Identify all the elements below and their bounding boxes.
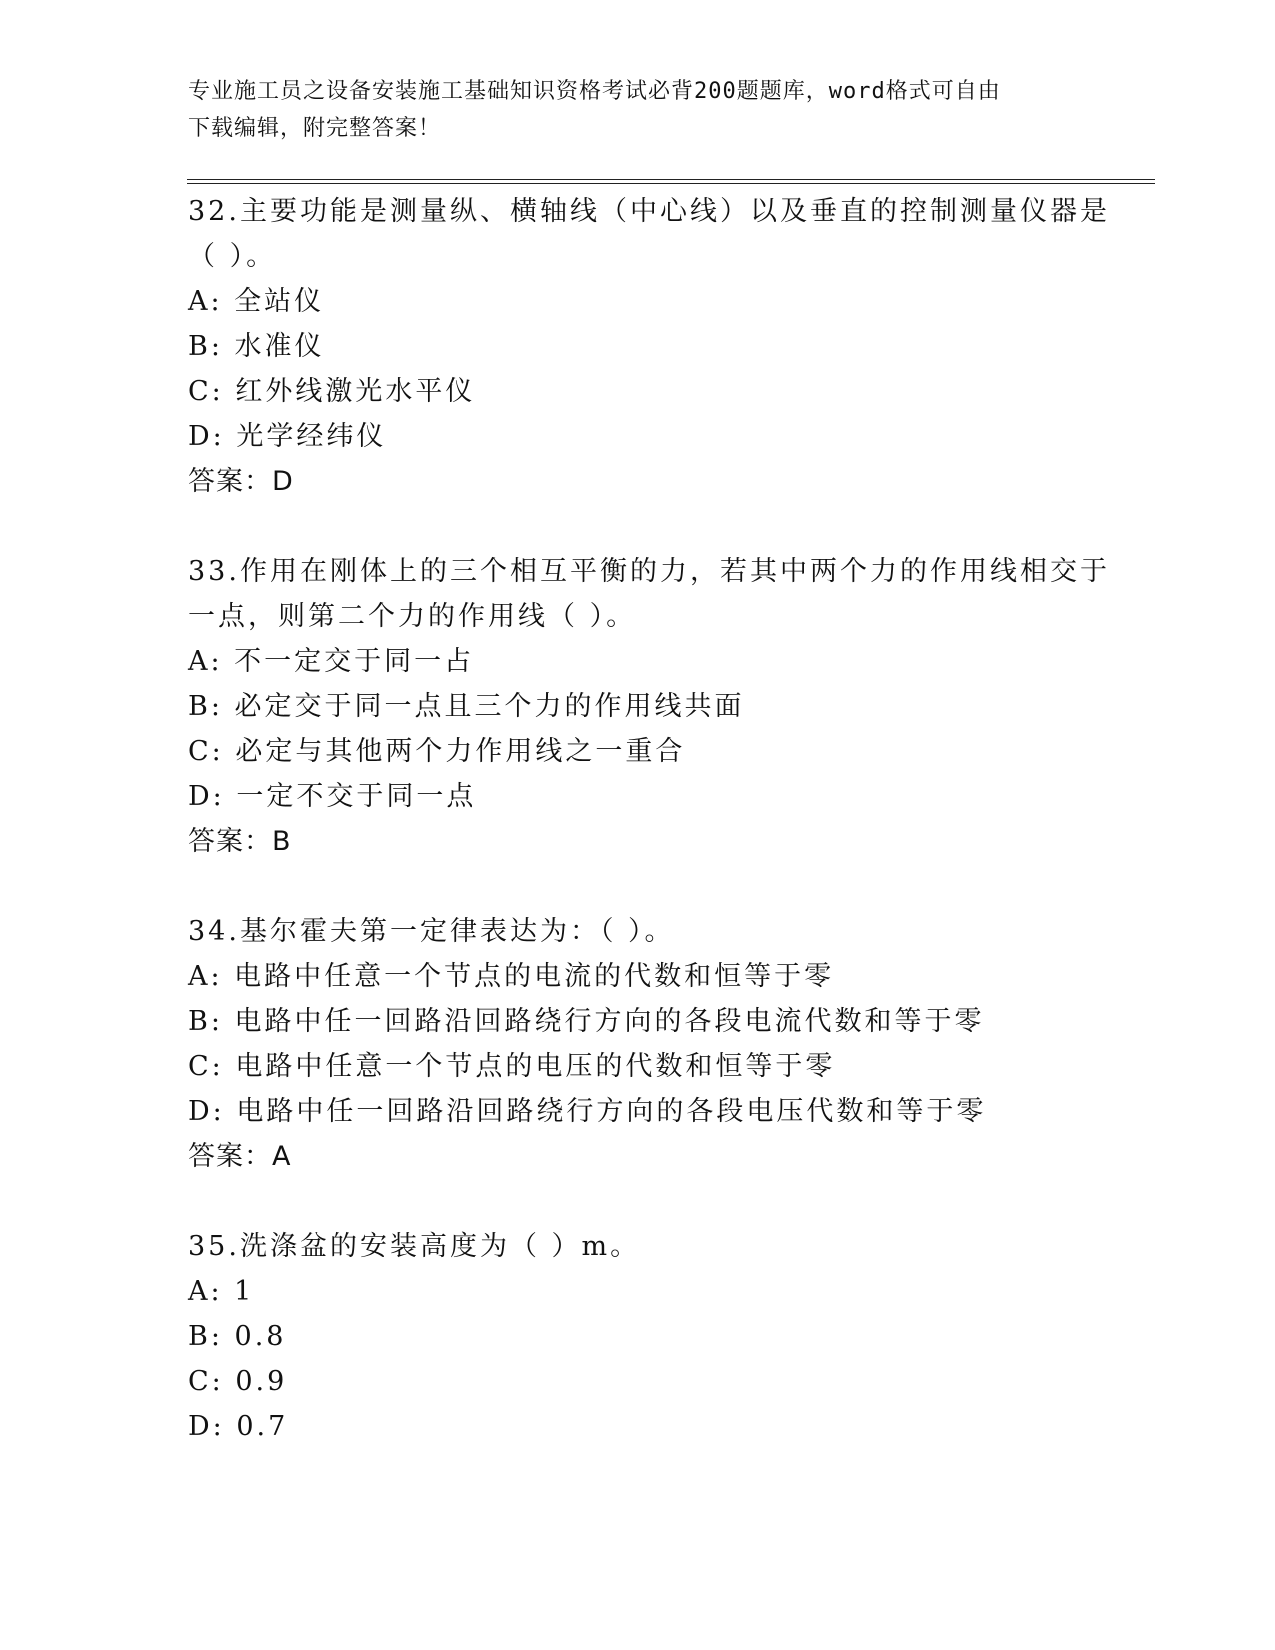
option-b: B: 必定交于同一点且三个力的作用线共面: [188, 691, 745, 722]
option-d: D: 电路中任一回路沿回路绕行方向的各段电压代数和等于零: [188, 1096, 987, 1127]
header-title-line-2: 下载编辑，附完整答案！: [188, 116, 442, 141]
question-stem: 34.基尔霍夫第一定律表达为：（ ）。: [188, 916, 675, 947]
option-b: B: 水准仪: [188, 331, 325, 362]
question-stem: 35.洗涤盆的安装高度为（ ）m。: [188, 1231, 641, 1262]
question-list: [188, 189, 1110, 1449]
option-d: D: 0.7: [188, 1411, 289, 1442]
question-stem: 33.作用在刚体上的三个相互平衡的力，若其中两个力的作用线相交于: [188, 556, 1110, 587]
option-a: A: 全站仪: [188, 286, 325, 317]
option-a: A: 不一定交于同一占: [188, 646, 475, 677]
question-stem-continued: 一点，则第二个力的作用线（ ）。: [188, 601, 637, 632]
option-d: D: 一定不交于同一点: [188, 781, 477, 812]
option-b: B: 0.8: [188, 1321, 287, 1352]
option-a: A: 电路中任意一个节点的电流的代数和恒等于零: [188, 961, 835, 992]
answer-label: 答案：A: [188, 1141, 292, 1172]
question-gap: [188, 864, 1088, 909]
answer-label: 答案：D: [188, 466, 294, 497]
option-c: C: 电路中任意一个节点的电压的代数和恒等于零: [188, 1051, 836, 1082]
question-gap: [188, 1179, 1088, 1224]
question-35: [188, 1224, 1088, 1449]
question-33: [188, 549, 1110, 864]
question-34: [188, 909, 1088, 1179]
question-stem-continued: （ ）。: [188, 241, 277, 272]
option-d: D: 光学经纬仪: [188, 421, 387, 452]
question-stem: 32.主要功能是测量纵、横轴线（中心线）以及垂直的控制测量仪器是: [188, 196, 1110, 227]
header-divider-bottom: [187, 183, 1155, 184]
option-a: A: 1: [188, 1276, 255, 1307]
document-header: [188, 73, 1088, 147]
option-b: B: 电路中任一回路沿回路绕行方向的各段电流代数和等于零: [188, 1006, 985, 1037]
question-gap: [188, 504, 1088, 549]
question-32: [188, 189, 1110, 504]
option-c: C: 红外线激光水平仪: [188, 376, 476, 407]
header-title-line-1: 专业施工员之设备安装施工基础知识资格考试必背200题题库，word格式可自由: [188, 79, 1001, 104]
option-c: C: 0.9: [188, 1366, 288, 1397]
header-divider-top: [187, 179, 1155, 180]
option-c: C: 必定与其他两个力作用线之一重合: [188, 736, 686, 767]
answer-label: 答案：B: [188, 826, 292, 857]
